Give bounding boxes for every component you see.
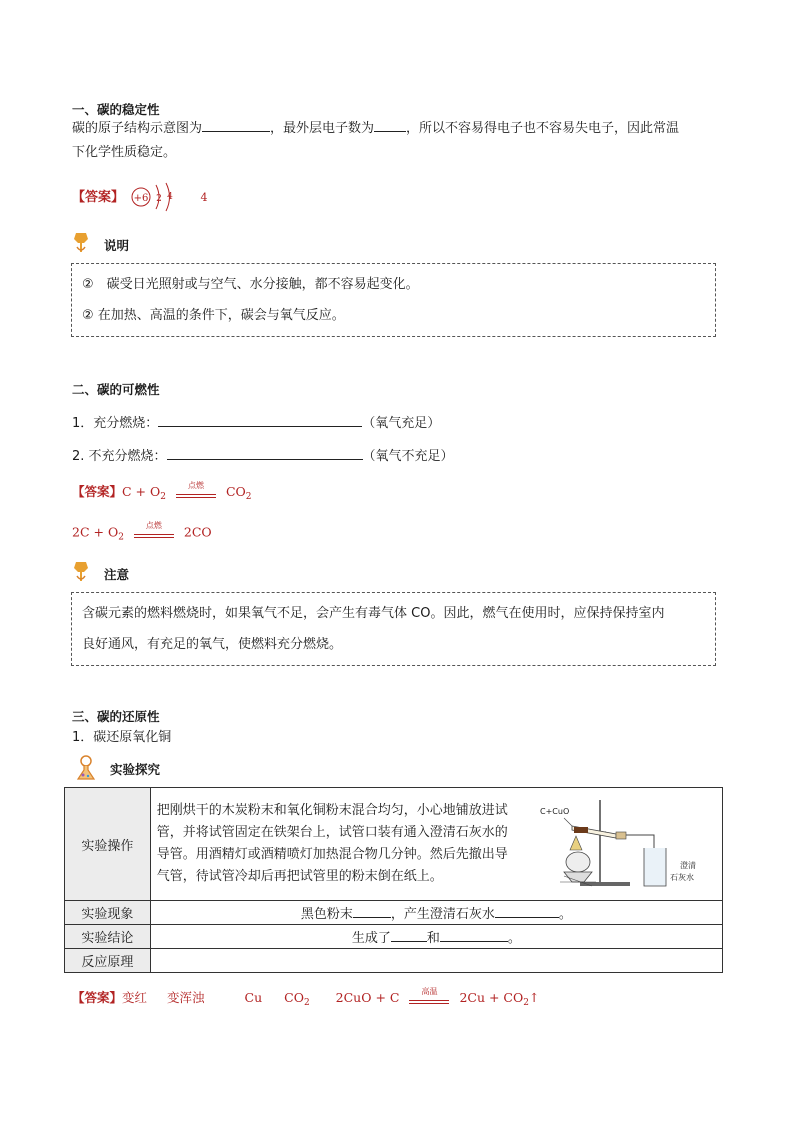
table-row <box>65 788 723 901</box>
note1-item1: ② 碳受日光照射或与空气、水分接触，都不容易起变化。 <box>82 277 419 292</box>
note2-line1: 含碳元素的燃料燃烧时，如果氧气不足，会产生有毒气体 CO。因此，燃气在使用时，应保持保持室内 <box>82 606 665 621</box>
section1-title: 一、碳的稳定性 <box>72 102 160 117</box>
blank-product1[interactable] <box>391 927 427 942</box>
apparatus-figure <box>520 788 720 896</box>
blank-incomplete-combustion[interactable] <box>167 445 363 460</box>
table-row <box>65 901 723 925</box>
section2-question2: 2. 不充分燃烧： （氧气不充足） <box>72 445 454 468</box>
blank-outer-electrons[interactable] <box>374 117 406 132</box>
section3-title: 三、碳的还原性 <box>72 709 160 724</box>
table-row <box>65 925 723 949</box>
phenomenon-text: 黑色粉末 ，产生澄清石灰水 。 <box>150 901 722 925</box>
op-text: 把刚烘干的木炭粉末和氧化铜粉末混合均匀，小心地铺放进试管，并将试管固定在铁架台上，试管口装有通入澄清石灰水的导管。用酒精灯或酒精喷灯加热混合物几分钟。然后先撤出导气管，待试管冷却后再把试管里的粉末倒在纸上。 <box>150 788 520 901</box>
conclusion-text: 生成了 和 。 <box>150 925 722 949</box>
experiment-title: 实验探究 <box>110 762 161 777</box>
principle-label: 反应原理 <box>65 949 151 973</box>
high-temp-condition: 高温 <box>409 989 449 1009</box>
note2-title: 注意 <box>104 567 130 582</box>
ignite-condition: 点燃 <box>134 523 174 543</box>
blank-product2[interactable] <box>440 927 508 942</box>
table-row <box>65 949 723 973</box>
shell1-count: 2 <box>156 194 162 204</box>
svg-text:C+CuO: C+CuO <box>540 807 570 816</box>
conclusion-label: 实验结论 <box>65 925 151 949</box>
shell2-count: 4 <box>167 192 173 202</box>
pen-icon <box>72 560 96 584</box>
section2-title: 二、碳的可燃性 <box>72 382 160 397</box>
nucleus-label: +6 <box>133 193 149 204</box>
experiment-table <box>64 787 723 973</box>
section2-answer-eq2: $2C + O_2$ 点燃 2CO <box>72 521 212 543</box>
note1-item2: ② 在加热、高温的条件下，碳会与氧气反应。 <box>82 308 345 323</box>
section1-question-line2: 下化学性质稳定。 <box>72 145 177 160</box>
carbon-atom-diagram <box>128 180 218 214</box>
op-label: 实验操作 <box>65 788 151 901</box>
section2-question1: 1．充分燃烧： （氧气充足） <box>72 412 440 435</box>
blank-limewater-change[interactable] <box>495 903 559 918</box>
principle-cell[interactable] <box>150 949 722 973</box>
flask-icon <box>74 754 98 782</box>
ignite-condition: 点燃 <box>176 483 216 503</box>
note1-title: 说明 <box>104 238 130 253</box>
apparatus-figure-cell <box>520 788 722 901</box>
phenomenon-label: 实验现象 <box>65 901 151 925</box>
section3-answer: 【答案】变红 变浑浊 Cu $CO_2$ 2CuO + C 高温 $2Cu + CO_2↑$ <box>72 986 540 1008</box>
svg-text:澄清: 澄清 <box>680 861 697 870</box>
section3-subtitle: 1．碳还原氧化铜 <box>72 730 172 745</box>
blank-full-combustion[interactable] <box>158 412 362 427</box>
section2-answer-eq1: 【答案】$C + O_2$ 点燃 $CO_2$ <box>72 480 252 502</box>
pen-icon <box>72 231 96 255</box>
section1-question-line1: 碳的原子结构示意图为 ，最外层电子数为 ，所以不容易得电子也不容易失电子，因此常温 <box>72 117 679 140</box>
blank-atomic-structure[interactable] <box>202 117 270 132</box>
svg-text:石灰水: 石灰水 <box>670 873 695 882</box>
section1-answer: 【答案】 <box>72 190 125 205</box>
answer-electrons: 4 <box>200 191 208 204</box>
note2-line2: 良好通风，有充足的氧气，使燃料充分燃烧。 <box>82 637 343 652</box>
blank-powder-change[interactable] <box>353 903 391 918</box>
